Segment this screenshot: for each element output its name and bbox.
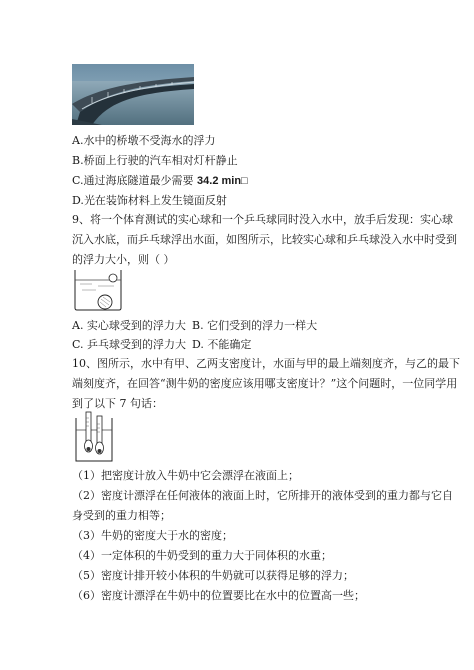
option-text: 通过海底隧道最少需要 [83, 174, 194, 187]
q9-stem-line3: 的浮力大小，则（ ） [72, 253, 175, 266]
q9-option-b: B. 它们受到的浮力一样大 [192, 319, 318, 332]
beaker-diagram [72, 268, 124, 312]
q10-sentence-2-cont: 身受到的重力相等； [72, 509, 171, 522]
option-label: C. [72, 174, 84, 187]
q8-option-d [72, 194, 227, 208]
bridge-photo [72, 64, 194, 125]
q8-option-c [72, 174, 248, 188]
q10-sentence-6: （6）密度计漂浮在牛奶中的位置要比在水中的位置高一些； [72, 589, 365, 602]
option-label: B. [72, 154, 84, 167]
q10-sentence-5: （5）密度计排开较小体积的牛奶就可以获得足够的浮力； [72, 569, 354, 582]
q10-stem-line2: 端刻度齐，在回答“测牛奶的密度应该用哪支密度计？”这个问题时，一位同学用 [72, 377, 458, 390]
q8-option-a [72, 134, 215, 148]
option-text: 光在装饰材料上发生镜面反射 [83, 194, 227, 207]
q10-sentence-2: （2）密度计漂浮在任何液体的液面上时，它所排开的液体受到的重力都与它自 [72, 489, 453, 502]
q10-hydrometer-figure [74, 410, 114, 464]
bridge-photo-svg [72, 64, 194, 125]
q10-sentence-4: （4）一定体积的牛奶受到的重力大于同体积的水重； [72, 549, 332, 562]
option-label: D. [72, 194, 84, 207]
q9-beaker-figure [72, 268, 124, 312]
q8-option-b [72, 154, 238, 168]
q10-stem-line1: 10、图所示，水中有甲、乙两支密度计，水面与甲的最上端刻度齐，与乙的最下 [72, 357, 460, 370]
q9-option-c: C. 乒乓球受到的浮力大 [72, 338, 187, 351]
q9-option-a: A. 实心球受到的浮力大 [72, 319, 186, 332]
hydrometer-diagram [74, 410, 114, 464]
q9-option-d: D. 不能确定 [192, 338, 252, 351]
q10-sentence-3: （3）牛奶的密度大于水的密度； [72, 529, 233, 542]
option-text: 桥面上行驶的汽车相对灯杆静止 [83, 154, 238, 167]
q9-stem-line2: 沉入水底，而乒乓球浮出水面，如图所示，比较实心球和乒乓球没入水中时受到 [72, 233, 457, 246]
option-label: A. [72, 134, 84, 147]
q9-stem-line1: 9、将一个体育测试的实心球和一个乒乓球同时没入水中，放手后发现：实心球 [72, 213, 453, 226]
option-value: 34.2 min□ [197, 175, 248, 187]
q10-sentence-1: （1）把密度计放入牛奶中它会漂浮在液面上； [72, 469, 299, 482]
q10-stem-line3: 到了以下 7 句话： [72, 397, 163, 410]
option-text: 水中的桥墩不受海水的浮力 [83, 134, 216, 147]
